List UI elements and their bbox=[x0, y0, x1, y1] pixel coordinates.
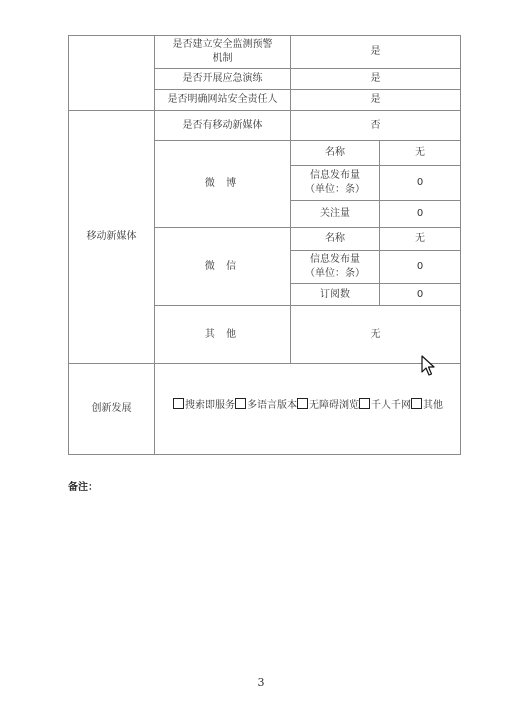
checkbox-icon[interactable] bbox=[411, 398, 422, 409]
checkbox-icon[interactable] bbox=[235, 398, 246, 409]
security-monitoring-label: 是否建立安全监测预警 机制 bbox=[172, 39, 273, 64]
page-number: 3 bbox=[257, 676, 265, 689]
option-multilingual[interactable] bbox=[235, 396, 297, 411]
checkbox-icon[interactable] bbox=[173, 398, 184, 409]
weibo-followers-label: 关注量 bbox=[320, 208, 350, 219]
option-search-service[interactable] bbox=[173, 396, 235, 411]
weibo-name-label: 名称 bbox=[325, 147, 345, 158]
has-mobile-media-label: 是否有移动新媒体 bbox=[182, 119, 263, 131]
notes-label: 备注： bbox=[68, 482, 98, 493]
weibo-name-value: 无 bbox=[415, 147, 425, 158]
option-label: 搜索即服务 bbox=[185, 399, 235, 411]
security-owner-value: 是 bbox=[370, 94, 381, 105]
option-label: 千人千网 bbox=[371, 399, 411, 411]
emergency-drill-value: 是 bbox=[370, 73, 381, 84]
option-accessibility[interactable] bbox=[297, 396, 359, 411]
security-monitoring-value: 是 bbox=[370, 46, 381, 57]
option-other[interactable] bbox=[411, 396, 443, 411]
wechat-posts-value: 0 bbox=[416, 261, 424, 272]
innovation-section-label: 创新发展 bbox=[91, 403, 132, 414]
weibo-posts-value: 0 bbox=[416, 177, 424, 188]
wechat-subscribers-value: 0 bbox=[416, 288, 424, 300]
emergency-drill-label: 是否开展应急演练 bbox=[182, 73, 263, 84]
option-label: 多语言版本 bbox=[247, 399, 297, 411]
weibo-followers-value: 0 bbox=[416, 208, 424, 219]
option-label: 无障碍浏览 bbox=[309, 399, 359, 411]
wechat-name-value: 无 bbox=[415, 233, 425, 244]
weibo-posts-label: 信息发布量 （单位：条） bbox=[305, 170, 365, 195]
wechat-subscribers-label: 订阅数 bbox=[320, 288, 350, 300]
other-media-value: 无 bbox=[370, 328, 381, 340]
option-label: 其他 bbox=[423, 399, 443, 411]
mouse-cursor-icon bbox=[421, 355, 435, 377]
checkbox-icon[interactable] bbox=[297, 398, 308, 409]
weibo-label: 微 博 bbox=[204, 178, 241, 189]
security-owner-label: 是否明确网站安全责任人 bbox=[167, 94, 278, 105]
has-mobile-media-value: 否 bbox=[370, 119, 381, 131]
wechat-label: 微 信 bbox=[204, 260, 241, 272]
checkbox-icon[interactable] bbox=[359, 398, 370, 409]
mobile-media-section-label: 移动新媒体 bbox=[86, 231, 137, 242]
option-personalized[interactable] bbox=[359, 396, 411, 411]
wechat-name-label: 名称 bbox=[325, 233, 345, 244]
wechat-posts-label: 信息发布量 （单位：条） bbox=[305, 254, 365, 279]
innovation-options bbox=[173, 395, 443, 411]
other-media-label: 其 他 bbox=[204, 328, 241, 340]
